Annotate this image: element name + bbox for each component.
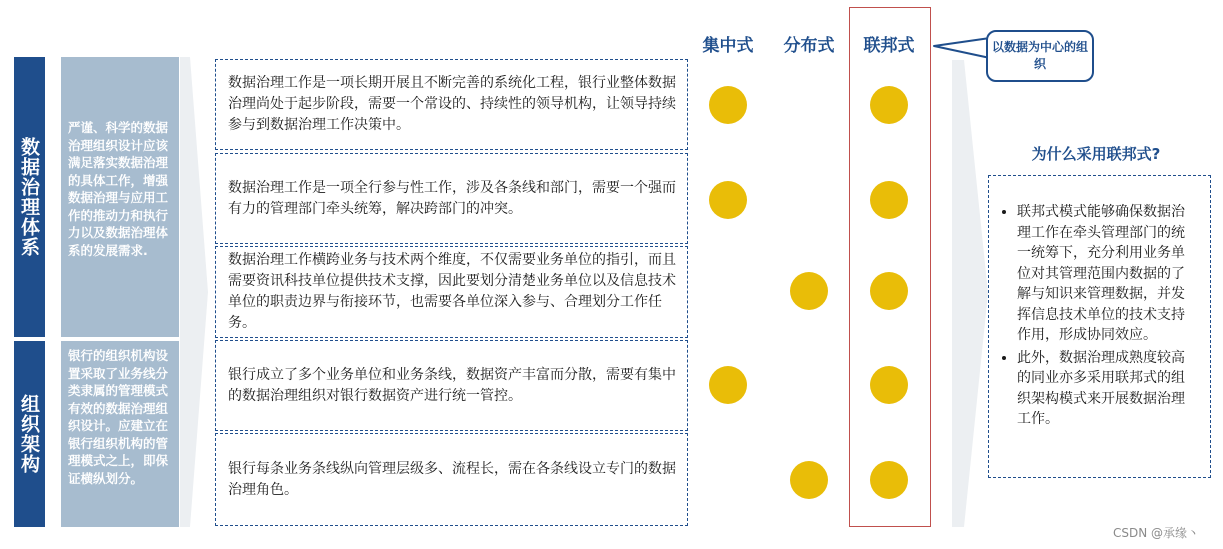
reason-text: 数据治理工作横跨业务与技术两个维度，不仅需要业务单位的指引，而且需要资讯科技单位提供技术支撑，因此要划分清楚业务单位以及信息技术单位的职责边界与衔接环节，也需要各单位深入参与、合理划分工作任务。 bbox=[228, 252, 676, 331]
watermark: CSDN @承缘丶 bbox=[1113, 526, 1200, 540]
why-box bbox=[988, 175, 1211, 478]
dot-row4-centralized bbox=[709, 366, 747, 404]
callout-pointer bbox=[930, 36, 992, 60]
why-bullet-2: • 此外，数据治理成熟度较高的同业亦多采用联邦式的组织架构模式来开展数据治理工作。 bbox=[1017, 348, 1196, 430]
dot-row2-centralized bbox=[709, 181, 747, 219]
chevron-arrow-left bbox=[180, 57, 212, 527]
column-federated: 联邦式 bbox=[863, 36, 915, 56]
dot-row5-distributed bbox=[790, 461, 828, 499]
reason-text: 数据治理工作是一项长期开展且不断完善的系统化工程，银行业整体数据治理尚处于起步阶段，需要一个常设的、持续性的领导机构，让领导持续参与到数据治理工作决策中。 bbox=[228, 75, 676, 133]
dot-row1-federated bbox=[870, 86, 908, 124]
reason-row-5 bbox=[215, 433, 688, 526]
reason-text: 数据治理工作是一项全行参与性工作，涉及各条线和部门，需要一个强而有力的管理部门牵头统筹，解决跨部门的冲突。 bbox=[228, 179, 676, 217]
label-data-governance-system: 数据治理体系 bbox=[14, 57, 45, 337]
column-distributed: 分布式 bbox=[783, 36, 835, 56]
chevron-arrow-right bbox=[952, 60, 990, 527]
reason-row-2 bbox=[215, 153, 688, 244]
column-centralized: 集中式 bbox=[702, 36, 754, 56]
reason-text: 银行每条业务条线纵向管理层级多、流程长，需在各条线设立专门的数据治理角色。 bbox=[228, 460, 676, 498]
dot-row3-federated bbox=[870, 272, 908, 310]
panel-governance-description: 严谨、科学的数据治理组织设计应该满足落实数据治理的具体工作，增强数据治理与应用工作的推动力和执行力以及数据治理体系的发展需求. bbox=[61, 57, 179, 337]
dot-row4-federated bbox=[870, 366, 908, 404]
dot-row3-distributed bbox=[790, 272, 828, 310]
reason-row-4 bbox=[215, 340, 688, 431]
reason-row-3 bbox=[215, 246, 688, 338]
dot-row5-federated bbox=[870, 461, 908, 499]
reason-row-1 bbox=[215, 59, 688, 150]
callout-data-centric: 以数据为中心的组织 bbox=[986, 30, 1094, 82]
label-org-structure: 组织架构 bbox=[14, 341, 45, 527]
federated-highlight-box bbox=[849, 7, 931, 527]
why-title: 为什么采用联邦式? bbox=[1031, 145, 1161, 163]
dot-row1-centralized bbox=[709, 86, 747, 124]
panel-org-description: 银行的组织机构设置采取了业务线分类隶属的管理模式有效的数据治理组织设计。应建立在银行组织机构的管理模式之上，即保证横纵划分。 bbox=[61, 341, 179, 527]
why-bullet-1: • 联邦式模式能够确保数据治理工作在牵头管理部门的统一统筹下，充分利用业务单位对其管理范围内数据的了解与知识来管理数据，并发挥信息技术单位的技术支持作用，形成协同效应。 bbox=[1017, 202, 1196, 346]
reason-text: 银行成立了多个业务单位和业务条线，数据资产丰富而分散，需要有集中的数据治理组织对银行数据资产进行统一管控。 bbox=[228, 366, 676, 404]
dot-row2-federated bbox=[870, 181, 908, 219]
